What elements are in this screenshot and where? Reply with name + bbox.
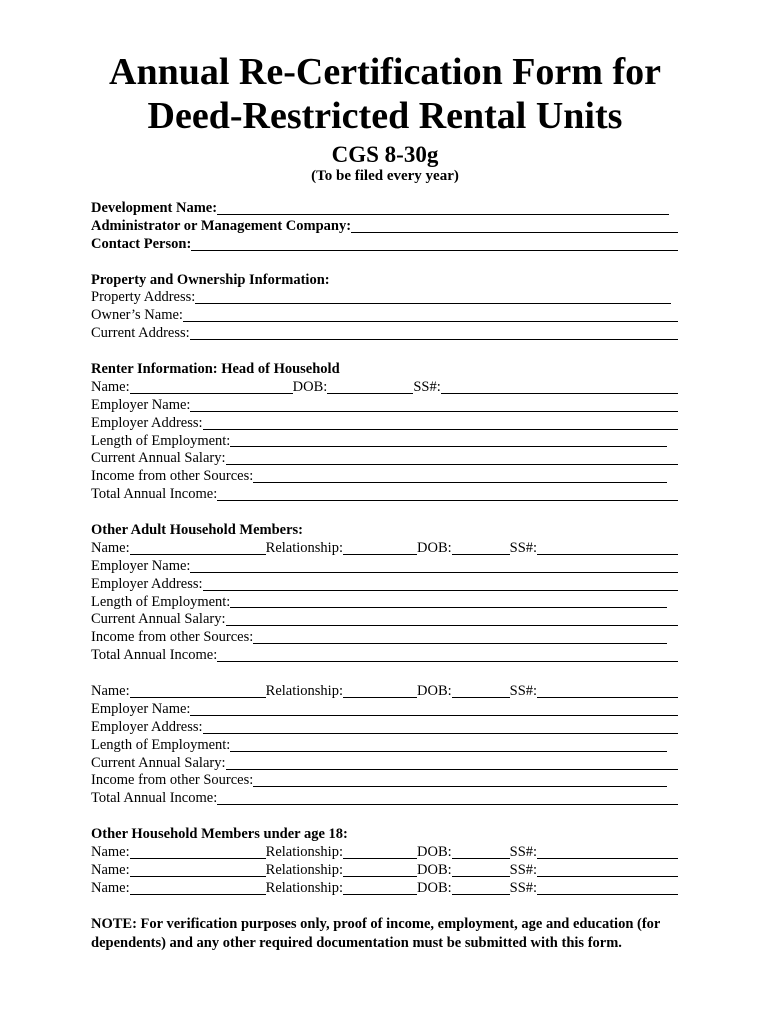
adult1-length-employment-label: Length of Employment: (91, 593, 231, 610)
minor3-relationship-field[interactable] (343, 881, 417, 895)
minor1-relationship-label: Relationship: (265, 844, 343, 861)
minor1-relationship-field[interactable] (343, 845, 417, 859)
renter-employer-address-label: Employer Address: (91, 414, 203, 431)
administrator-label: Administrator or Management Company: (91, 217, 352, 234)
adult1-employer-address-field[interactable] (203, 577, 678, 591)
adult1-ss-label: SS#: (509, 539, 538, 556)
adult2-employer-address-row (91, 719, 678, 737)
minor2-dob-field[interactable] (452, 863, 510, 877)
adult1-total-income-label: Total Annual Income: (91, 647, 218, 664)
current-address-field[interactable] (190, 326, 678, 340)
development-name-label: Development Name: (91, 199, 218, 216)
adult1-employer-address-label: Employer Address: (91, 575, 203, 592)
minor3-name-field[interactable] (130, 881, 266, 895)
minors-section-heading: Other Household Members under age 18: (91, 826, 348, 843)
development-name-row (91, 200, 678, 218)
adult2-total-income-label: Total Annual Income: (91, 790, 218, 807)
adult1-length-employment-row (91, 594, 678, 612)
minor1-row (91, 844, 678, 862)
filing-frequency-note: (To be filed every year) (311, 168, 459, 184)
contact-person-row (91, 236, 678, 254)
adult1-dob-label: DOB: (417, 539, 452, 556)
form-body (91, 200, 678, 898)
administrator-row (91, 218, 678, 236)
minor2-ss-label: SS#: (509, 861, 538, 878)
renter-total-income-row (91, 486, 678, 504)
owners-name-row (91, 307, 678, 325)
renter-ss-field[interactable] (441, 380, 678, 394)
renter-length-employment-field[interactable] (230, 433, 667, 447)
adult2-employer-name-row (91, 701, 678, 719)
property-section-heading: Property and Ownership Information: (91, 271, 330, 288)
adult1-other-income-row (91, 629, 678, 647)
renter-section-heading: Renter Information: Head of Household (91, 361, 340, 377)
renter-dob-label: DOB: (292, 378, 328, 395)
minor2-ss-field[interactable] (537, 863, 678, 877)
minor1-name-label: Name: (91, 844, 130, 861)
minor2-name-field[interactable] (130, 863, 266, 877)
property-address-field[interactable] (195, 290, 671, 304)
adult2-salary-label: Current Annual Salary: (91, 754, 226, 771)
adult1-employer-address-row (91, 576, 678, 594)
adult2-length-employment-label: Length of Employment: (91, 736, 231, 753)
adult1-salary-label: Current Annual Salary: (91, 611, 226, 628)
adult2-ss-field[interactable] (537, 684, 678, 698)
adult1-name-row (91, 540, 678, 558)
owners-name-label: Owner’s Name: (91, 307, 183, 324)
adult2-relationship-field[interactable] (343, 684, 417, 698)
adult1-relationship-field[interactable] (343, 541, 417, 555)
adult1-name-field[interactable] (130, 541, 266, 555)
adult2-name-label: Name: (91, 683, 130, 700)
minor1-dob-label: DOB: (417, 844, 452, 861)
adult1-ss-field[interactable] (537, 541, 678, 555)
form-title-line-2: Deed-Restricted Rental Units (147, 95, 623, 137)
minor2-relationship-label: Relationship: (265, 861, 343, 878)
adults-section-heading: Other Adult Household Members: (91, 522, 303, 539)
adult1-employer-name-field[interactable] (190, 559, 678, 573)
adult2-other-income-field[interactable] (253, 773, 667, 787)
minor1-name-field[interactable] (130, 845, 266, 859)
minor1-ss-label: SS#: (509, 844, 538, 861)
renter-employer-address-field[interactable] (203, 416, 678, 430)
minor1-dob-field[interactable] (452, 845, 510, 859)
renter-length-employment-label: Length of Employment: (91, 432, 231, 449)
renter-employer-name-label: Employer Name: (91, 396, 191, 413)
adult2-salary-row (91, 755, 678, 773)
minor3-ss-label: SS#: (509, 879, 538, 896)
adult1-total-income-field[interactable] (217, 648, 678, 662)
adult1-total-income-row (91, 647, 678, 665)
renter-salary-row (91, 450, 678, 468)
statute-reference: CGS 8-30g (331, 142, 439, 167)
adult2-relationship-label: Relationship: (265, 683, 343, 700)
adult2-other-income-row (91, 773, 678, 791)
minor2-row (91, 862, 678, 880)
adult1-other-income-label: Income from other Sources: (91, 629, 254, 646)
adult1-length-employment-field[interactable] (230, 594, 667, 608)
minor3-name-label: Name: (91, 879, 130, 896)
adult1-employer-name-row (91, 558, 678, 576)
adult2-employer-address-label: Employer Address: (91, 718, 203, 735)
renter-salary-label: Current Annual Salary: (91, 450, 226, 467)
adult1-employer-name-label: Employer Name: (91, 557, 191, 574)
adult1-salary-row (91, 611, 678, 629)
minor3-dob-label: DOB: (417, 879, 452, 896)
adult2-total-income-row (91, 790, 678, 808)
owners-name-field[interactable] (183, 308, 678, 322)
renter-length-employment-row (91, 433, 678, 451)
adult2-total-income-field[interactable] (217, 791, 678, 805)
minor3-dob-field[interactable] (452, 881, 510, 895)
adult2-dob-field[interactable] (452, 684, 510, 698)
minor3-relationship-label: Relationship: (265, 879, 343, 896)
renter-ss-label: SS#: (413, 378, 441, 395)
current-address-row (91, 325, 678, 343)
current-address-label: Current Address: (91, 325, 190, 342)
adult1-dob-field[interactable] (452, 541, 510, 555)
renter-total-income-field[interactable] (217, 487, 678, 501)
renter-other-income-field[interactable] (253, 469, 667, 483)
adult2-ss-label: SS#: (509, 683, 538, 700)
renter-employer-name-field[interactable] (190, 398, 678, 412)
renter-other-income-label: Income from other Sources: (91, 468, 254, 485)
adult2-dob-label: DOB: (417, 683, 452, 700)
renter-employer-name-row (91, 397, 678, 415)
form-title-line-1: Annual Re-Certification Form for (109, 51, 661, 93)
renter-salary-field[interactable] (226, 451, 678, 465)
minor3-row (91, 880, 678, 898)
adult2-name-row (91, 683, 678, 701)
minor2-name-label: Name: (91, 861, 130, 878)
adult2-length-employment-row (91, 737, 678, 755)
adult2-employer-name-label: Employer Name: (91, 700, 191, 717)
renter-other-income-row (91, 468, 678, 486)
adult2-salary-field[interactable] (226, 756, 678, 770)
renter-employer-address-row (91, 415, 678, 433)
renter-name-field[interactable] (130, 380, 293, 394)
adult2-employer-name-field[interactable] (190, 702, 678, 716)
renter-name-row (91, 379, 678, 397)
development-name-field[interactable] (217, 201, 669, 215)
adult1-relationship-label: Relationship: (265, 539, 343, 556)
renter-dob-field[interactable] (327, 380, 413, 394)
renter-total-income-label: Total Annual Income: (91, 486, 218, 503)
adult1-salary-field[interactable] (226, 612, 678, 626)
adult1-name-label: Name: (91, 539, 130, 556)
administrator-field[interactable] (351, 219, 678, 233)
verification-note: NOTE: For verification purposes only, proof of income, employment, age and education (for dependents) and any other required documentation must be submitted with this form. (91, 916, 661, 951)
adult2-name-field[interactable] (130, 684, 266, 698)
property-address-row (91, 289, 678, 307)
minor2-relationship-field[interactable] (343, 863, 417, 877)
minor3-ss-field[interactable] (537, 881, 678, 895)
minor2-dob-label: DOB: (417, 861, 452, 878)
adult2-other-income-label: Income from other Sources: (91, 772, 254, 789)
contact-person-field[interactable] (191, 237, 678, 251)
renter-name-label: Name: (91, 378, 130, 395)
property-address-label: Property Address: (91, 289, 196, 306)
minor1-ss-field[interactable] (537, 845, 678, 859)
adult1-other-income-field[interactable] (253, 630, 667, 644)
adult2-length-employment-field[interactable] (230, 738, 667, 752)
adult2-employer-address-field[interactable] (203, 720, 678, 734)
contact-person-label: Contact Person: (91, 235, 192, 252)
